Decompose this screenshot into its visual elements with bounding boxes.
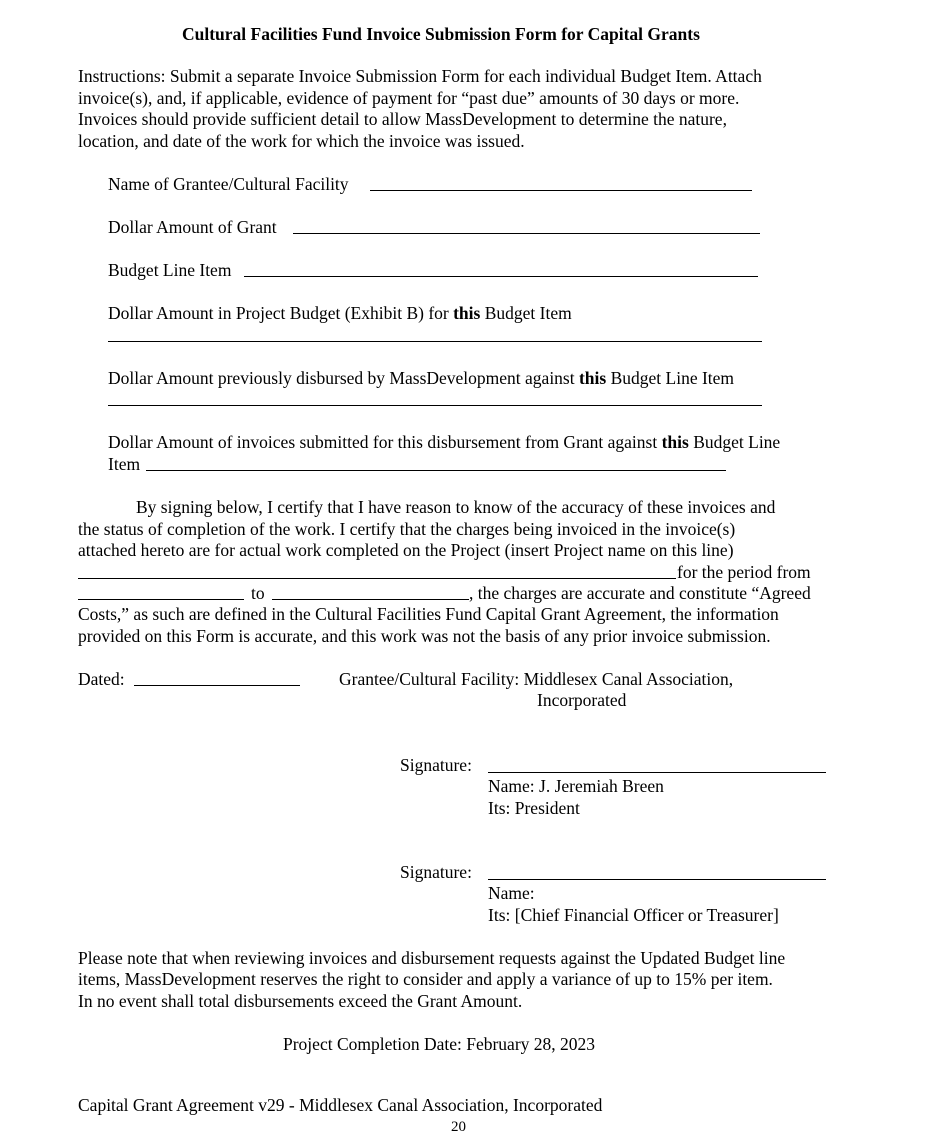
signature-field[interactable] (488, 772, 826, 773)
signer-name: Name: J. Jeremiah Breen (488, 776, 664, 796)
certification-line: to (251, 583, 265, 603)
instructions-line: invoice(s), and, if applicable, evidence of payment for “past due” amounts of 30 days or more. (78, 88, 740, 108)
signer-title: Its: President (488, 798, 580, 818)
instructions-line: location, and date of the work for which the invoice was issued. (78, 131, 525, 151)
certification-line: for the period from (677, 562, 811, 582)
note-line: items, MassDevelopment reserves the right to consider and apply a variance of up to 15% per item. (78, 969, 773, 989)
form-title: Cultural Facilities Fund Invoice Submission Form for Capital Grants (182, 24, 700, 44)
emphasis-this: this (578, 368, 607, 388)
certification-line: Costs,” as such are defined in the Cultural Facilities Fund Capital Grant Agreement, the information (78, 604, 779, 624)
dated-label: Dated: (78, 669, 125, 689)
previously-disbursed-field[interactable] (108, 405, 762, 406)
signer-title: Its: [Chief Financial Officer or Treasurer] (488, 905, 779, 925)
invoices-submitted-label-c: Item (108, 454, 141, 474)
certification-line: , the charges are accurate and constitute “Agreed (469, 583, 811, 603)
invoices-submitted-field[interactable] (146, 470, 726, 471)
certification-line: By signing below, I certify that I have reason to know of the accuracy of these invoices and (136, 497, 776, 517)
project-budget-label (108, 303, 572, 325)
dated-field[interactable] (134, 685, 300, 686)
emphasis-this: this (453, 303, 481, 323)
budget-line-item-field[interactable] (244, 276, 758, 277)
signature-label: Signature: (400, 862, 472, 882)
invoices-submitted-label-b: Budget Line (693, 432, 781, 452)
note-line: Please note that when reviewing invoices and disbursement requests against the Updated Budget line (78, 948, 786, 968)
certification-line: provided on this Form is accurate, and this work was not the basis of any prior invoice submission. (78, 626, 771, 646)
signature-label: Signature: (400, 755, 472, 775)
instructions-line: Instructions: Submit a separate Invoice Submission Form for each individual Budget Item. Attach (78, 66, 762, 86)
invoices-submitted-label (108, 432, 780, 454)
project-budget-label-a: Dollar Amount in Project Budget (Exhibit B) for (108, 303, 449, 323)
period-to-field[interactable] (272, 599, 469, 600)
previously-disbursed-label-b: Budget Line Item (610, 368, 735, 388)
previously-disbursed-label-a: Dollar Amount previously disbursed by MassDevelopment against (108, 368, 575, 388)
grant-amount-label: Dollar Amount of Grant (108, 217, 277, 237)
instructions-line: Invoices should provide sufficient detail to allow MassDevelopment to determine the nature, (78, 109, 727, 129)
grant-amount-field[interactable] (293, 233, 760, 234)
certification-line: the status of completion of the work. I certify that the charges being invoiced in the invoice(s) (78, 519, 736, 539)
previously-disbursed-label (108, 368, 734, 390)
invoices-submitted-label-a: Dollar Amount of invoices submitted for this disbursement from Grant against (108, 432, 658, 452)
budget-line-item-label: Budget Line Item (108, 260, 232, 280)
grantee-name-field[interactable] (370, 190, 752, 191)
period-from-field[interactable] (78, 599, 244, 600)
grantee-label-line2: Incorporated (537, 690, 627, 710)
footer-text: Capital Grant Agreement v29 - Middlesex Canal Association, Incorporated (78, 1095, 603, 1115)
project-budget-field[interactable] (108, 341, 762, 342)
page-number: 20 (451, 1119, 466, 1135)
signature-field[interactable] (488, 879, 826, 880)
grantee-name-label: Name of Grantee/Cultural Facility (108, 174, 349, 194)
certification-line: attached hereto are for actual work completed on the Project (insert Project name on this line) (78, 540, 734, 560)
note-line: In no event shall total disbursements exceed the Grant Amount. (78, 991, 523, 1011)
emphasis-this: this (661, 432, 689, 452)
project-budget-label-b: Budget Item (484, 303, 572, 323)
signer-name: Name: (488, 883, 535, 903)
grantee-label: Grantee/Cultural Facility: Middlesex Canal Association, (339, 669, 734, 689)
project-completion-date: Project Completion Date: February 28, 2023 (283, 1034, 596, 1054)
project-name-field[interactable] (78, 578, 676, 579)
